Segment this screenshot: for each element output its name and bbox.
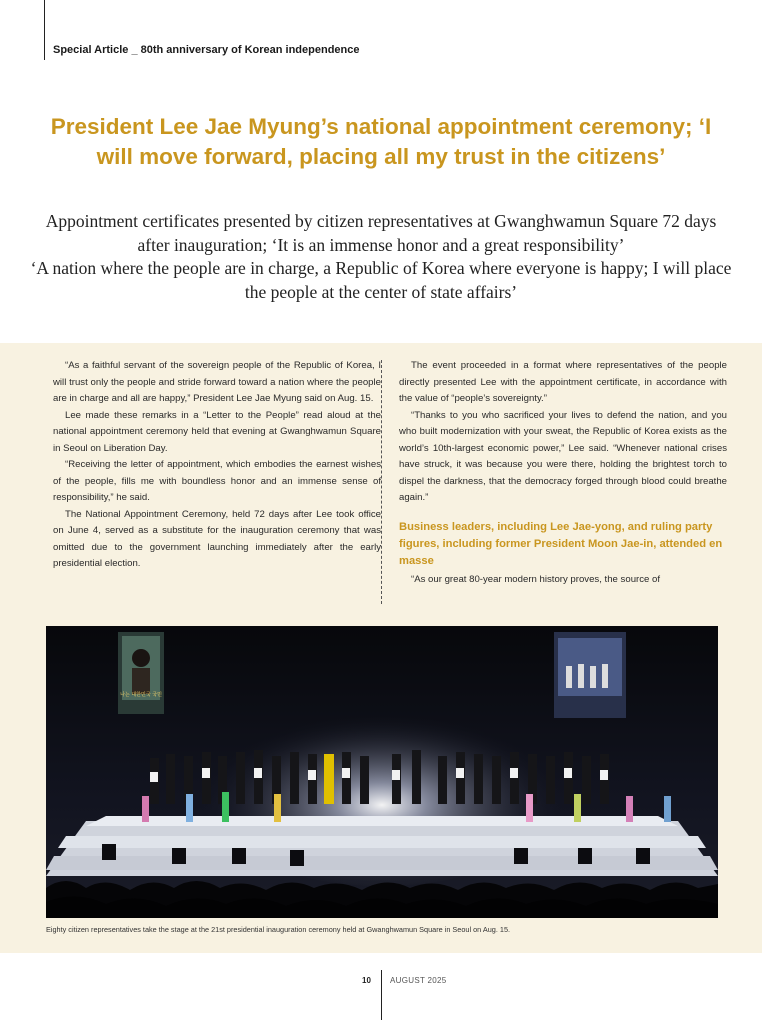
photo-caption: Eighty citizen representatives take the stage at the 21st presidential inauguration ceremony held at Gwanghwamun Square in Seoul on Aug. 15. (46, 925, 511, 934)
article-column-right (399, 358, 727, 588)
paragraph: “Receiving the letter of appointment, which embodies the earnest wishes of the people, fills me with boundless honor and an immense sense of responsibility,” he said. (53, 459, 381, 503)
header-rule (44, 0, 45, 60)
article-column-left (53, 358, 381, 573)
subheadline-line-2: ‘A nation where the people are in charge, a Republic of Korea where everyone is happy; I will place the people at the center of state affairs’ (30, 258, 732, 302)
paragraph: The National Appointment Ceremony, held 72 days after Lee took office on June 4, served as a substitute for the inauguration ceremony that was omitted due to the government launching immediately after the early presidential election. (53, 508, 381, 569)
page-number: 10 (362, 976, 371, 985)
subheadline-line-1: Appointment certificates presented by citizen representatives at Gwanghwamun Square 72 days after inauguration; ‘It is an immense honor and a great responsibility’ (45, 211, 717, 255)
subheadline (30, 210, 732, 304)
paragraph: The event proceeded in a format where representatives of the people directly presented Lee with the appointment certificate, in accordance with the value of “people’s sovereignty.” (399, 360, 727, 404)
paragraph: Lee made these remarks in a “Letter to the People” read aloud at the national appointment ceremony held that evening at Gwanghwamun Square in Seoul on Liberation Day. (53, 409, 381, 454)
section-label: Special Article _ 80th anniversary of Korean independence (53, 44, 360, 56)
issue-date: AUGUST 2025 (390, 976, 447, 985)
footer-rule (381, 970, 382, 1020)
paragraph: “As our great 80-year modern history proves, the source of (411, 573, 661, 585)
article-headline: President Lee Jae Myung’s national appointment ceremony; ‘I will move forward, placing all my trust in the citizens’ (50, 114, 712, 169)
column-divider (381, 360, 382, 604)
ceremony-photo-illustration (46, 626, 718, 918)
subsection-heading: Business leaders, including Lee Jae-yong, and ruling party figures, including former President Moon Jae-in, attended en masse (399, 520, 723, 567)
paragraph: “Thanks to you who sacrificed your lives to defend the nation, and you who built modernization with your sweat, the Republic of Korea exists as the world’s 10th-largest economic power,” Lee said. “Whenever national crises have struck, it was because you were there, holding the brightest torch to dispel the darkness, that the democracy forged through blood could breathe again.” (399, 409, 727, 503)
ceremony-photo (46, 626, 718, 918)
paragraph: “As a faithful servant of the sovereign people of the Republic of Korea, I will trust only the people and stride forward toward a nation where the people are in charge and all are happy,” President Lee Jae Myung said on Aug. 15. (53, 360, 381, 404)
screen-text: 나는 대한민국 국민 (120, 692, 162, 698)
